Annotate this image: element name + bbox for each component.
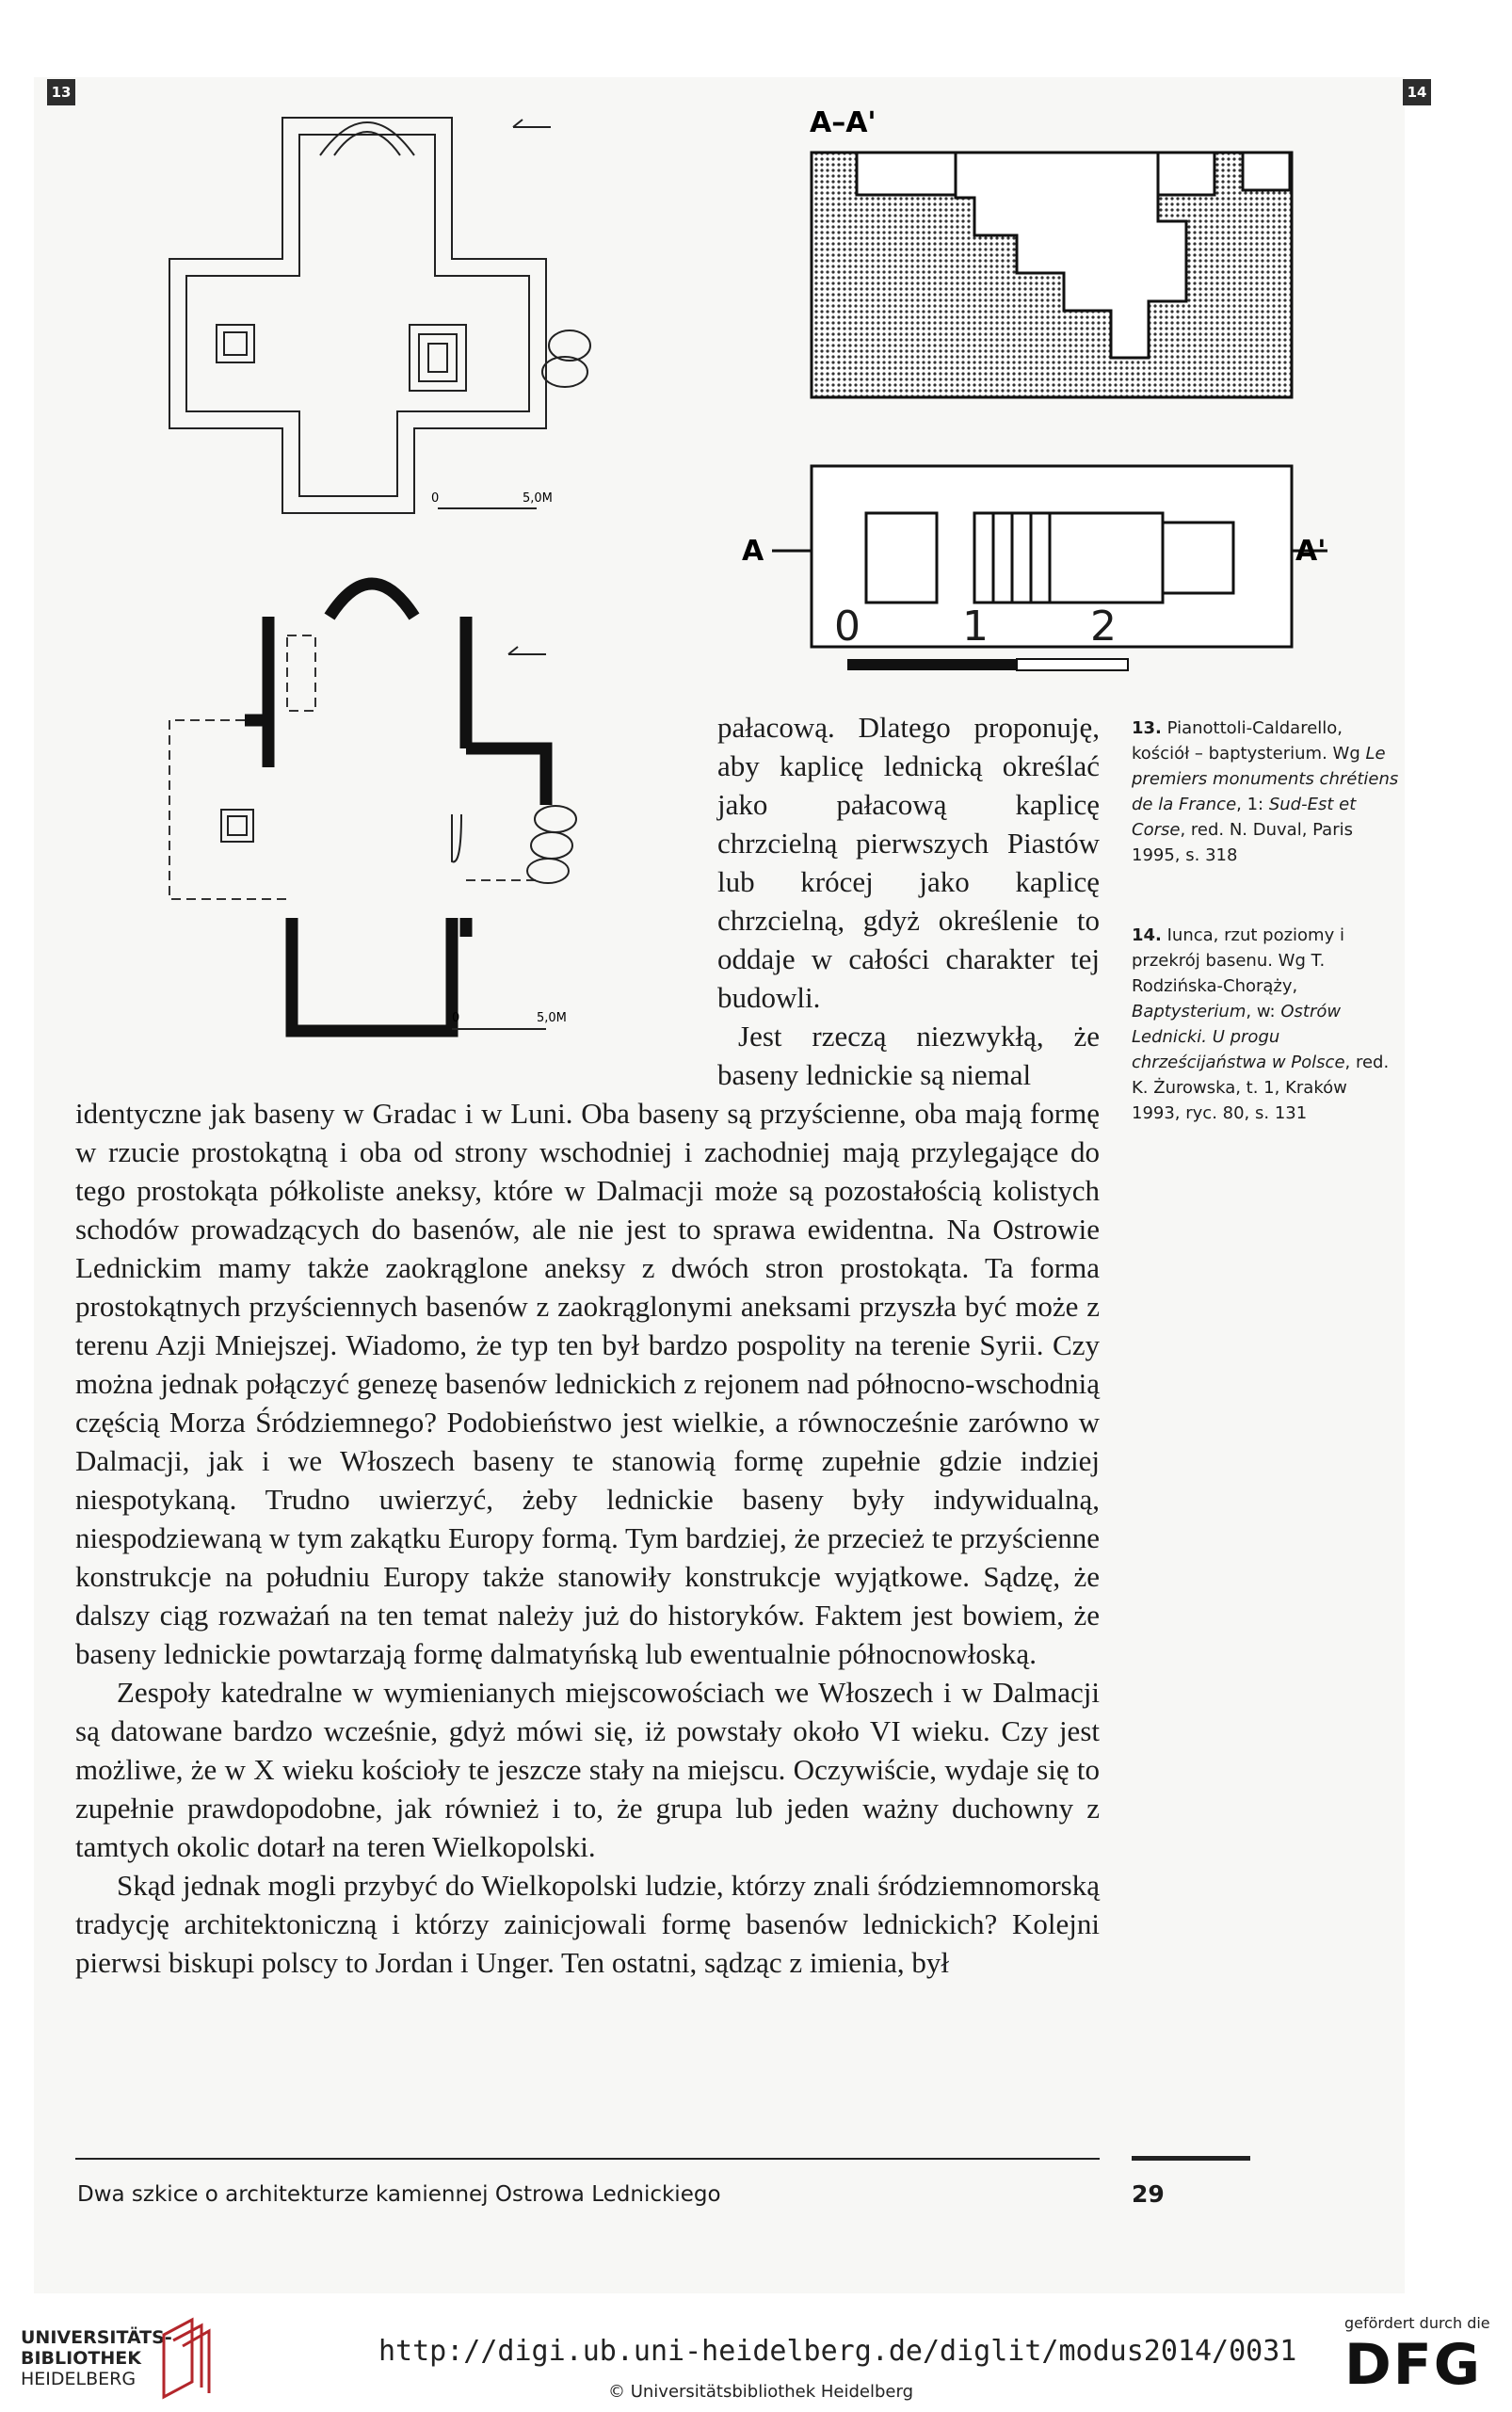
- caption-13-number: 13.: [1132, 718, 1162, 738]
- scale-1: 1: [962, 603, 989, 651]
- figure-badge-14: 14: [1403, 79, 1431, 105]
- digital-url-link[interactable]: http://digi.ub.uni-heidelberg.de/diglit/modus2014/0031: [378, 2335, 1297, 2368]
- body-paragraph-3: Skąd jednak mogli przybyć do Wielkopolski ludzie, którzy znali śródziemnomorską tradycję architektoniczną i którzy zainicjowali formę basenów lednickich? Kolejni pierwsi biskupi polscy to Jordan i Unger. Ten ostatni, sądząc z imienia, był: [75, 1869, 1100, 1979]
- caption-14-title: Iunca, rzut poziomy i przekrój basenu. Wg T. Rodzińska-Chorąży,: [1132, 925, 1344, 996]
- library-bar: [0, 2297, 1512, 2412]
- scale-zero-bottom: 0: [452, 1011, 460, 1025]
- ub-logo-text: [21, 2327, 172, 2389]
- caption-13-source-end: , red. N. Duval, Paris 1995, s. 318: [1132, 820, 1353, 865]
- ub-logo-line-3: HEIDELBERG: [21, 2369, 137, 2389]
- scale-0: 0: [834, 603, 861, 651]
- caption-13-wg: Wg: [1332, 744, 1360, 764]
- caption-13-title: Pianottoli-Caldarello, kościół – baptysterium.: [1132, 718, 1343, 764]
- body-paragraph-2: Zespoły katedralne w wymienianych miejscowościach we Włoszech i w Dalmacji są datowane bardzo wcześnie, gdyż mówi się, iż powstały około VI wieku. Czy jest możliwe, że w X wieku kościoły te jeszcze stały na miejscu. Oczywiście, wydaje się to zupełnie prawdopodobne, jak również i to, że grupa lub jeden ważny duchowny z tamtych okolic dotarł na teren Wielkopolski.: [75, 1676, 1100, 1863]
- caption-figure-13: [1132, 716, 1401, 868]
- ub-logo-line-1: UNIVERSITÄTS-: [21, 2327, 172, 2348]
- ub-logo-line-2: BIBLIOTHEK: [21, 2348, 141, 2369]
- ub-logo-icon: [156, 2316, 213, 2401]
- body-paragraph-1: identyczne jak baseny w Gradac i w Luni. Oba baseny są przyścienne, oba mają formę w rzucie prostokątną i oba od strony wschodniej i zachodniej mają przylegające do tego prostokąta półkoliste aneksy, które w Dalmacji może są pozostałością kolistych schodów prowadzących do basenów, ale nie jest to sprawa ewidentna. Na Ostrowie Lednickim mamy także zaokrąglone aneksy z dwóch stron prostokąta. Ta forma prostokątnych przyściennych basenów z zaokrąglonymi aneksami przyszła być może z terenu Azji Mniejszej. Wiadomo, że typ ten był bardzo pospolity na terenie Syrii. Czy można jednak połączyć genezę basenów lednickich z rejonem nad północno-wschodnią częścią Morza Śródziemnego? Podobieństwo jest wielkie, a równocześnie zarówno w Dalmacji, jak i we Włoszech baseny te stanowią formę zupełnie gdzie indziej niespotykaną. Trudno uwierzyć, żeby lednickie baseny były indywidualną, niespodziewaną w tym zakątku Europy formą. Tym bardziej, że przecież te przyścienne konstrukcje na południu Europy także stanowiły konstrukcje wyjątkowe. Sądzę, że dalszy ciąg rozważań na ten temat należy już do historyków. Faktem jest bowiem, że baseny lednickie powtarzają formę dalmatyńską lub ewentualnie północnowłoską.: [75, 1097, 1100, 1670]
- caption-14-mid: , w:: [1246, 1002, 1276, 1021]
- intro-column: [717, 708, 1100, 1094]
- caption-14-end: , red. K. Żurowska, t. 1, Kraków 1993, ryc. 80, s. 131: [1132, 1053, 1390, 1123]
- scale-zero-top: 0: [431, 491, 440, 506]
- body-text: [75, 1094, 1100, 1982]
- page-number-rule: [1132, 2156, 1250, 2161]
- caption-14-italic-2: Ostrów Lednicki. U progu chrześcijaństwa w Polsce: [1132, 1002, 1345, 1072]
- page-number: 29: [1132, 2180, 1165, 2208]
- running-title: Dwa szkice o architekturze kamiennej Ostrowa Lednickiego: [77, 2182, 721, 2207]
- intro-paragraph: pałacową. Dlatego proponuję, aby kaplicę lednicką określać jako pałacową kaplicę chrzcielną pierwszych Piastów lub krócej jako kaplicę chrzcielną, gdyż określenie to oddaje w całości charakter tej budowli.: [717, 711, 1100, 1014]
- scale-2: 2: [1090, 603, 1117, 651]
- caption-figure-14: [1132, 923, 1401, 1126]
- copyright-text: © Universitätsbibliothek Heidelberg: [608, 2382, 914, 2402]
- figure-14-basin: [734, 94, 1337, 678]
- caption-13-source: Le premiers monuments chrétiens de la France: [1132, 744, 1399, 814]
- figure-13-plans: [141, 89, 631, 1059]
- intro-paragraph-2: Jest rzeczą niezwykłą, że baseny lednickie są niemal: [717, 1020, 1100, 1091]
- plan-label-a: A: [742, 535, 764, 568]
- scale-end-bottom: 5,0M: [537, 1011, 567, 1025]
- caption-13-source-2: Sud-Est et Corse: [1132, 795, 1357, 840]
- caption-14-number: 14.: [1132, 925, 1162, 945]
- footer-rule: [75, 2158, 1100, 2160]
- figure-badge-13: 13: [47, 79, 75, 105]
- caption-13-source-rest: , 1:: [1236, 795, 1269, 814]
- dfg-logo: DFG: [1344, 2332, 1483, 2398]
- scale-end-top: 5,0M: [523, 491, 553, 506]
- section-label: A–A': [810, 106, 877, 139]
- funded-by-text: gefördert durch die: [1344, 2314, 1490, 2332]
- figure-14-scale-labels: [834, 603, 1126, 655]
- caption-14-italic-1: Baptysterium: [1132, 1002, 1247, 1021]
- plan-label-a-prime: A': [1295, 535, 1327, 568]
